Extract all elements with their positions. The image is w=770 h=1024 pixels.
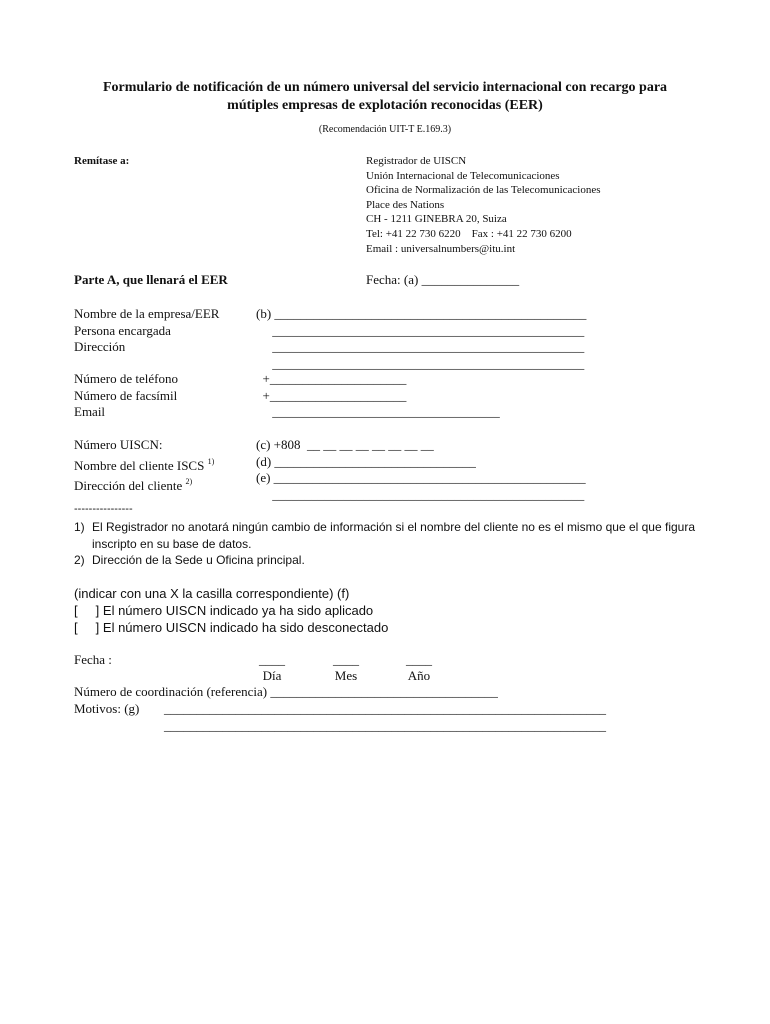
company-fields (256, 306, 586, 372)
recipient-address (366, 154, 601, 256)
status-checkboxes (74, 585, 388, 636)
address-line: Unión Internacional de Telecomunicaciones (366, 169, 560, 182)
form-title-line-1: Formulario de notificación de un número universal del servicio internacional con recargo para (102, 80, 668, 95)
footnote-ref-2: 2) (185, 477, 193, 486)
date-year-column (401, 652, 437, 684)
footnote-1-text: El Registrador no anotará ningún cambio de información si el nombre del cliente no es el mismo que el que figura inscripto en su base de datos. (92, 520, 696, 551)
date-day-label: Día (262, 668, 282, 683)
company-labels (74, 306, 219, 356)
iscs-customer-name-field[interactable]: (d) _______________________________ (256, 453, 476, 469)
footnote-1-number: 1) (74, 520, 85, 534)
date-month-field[interactable]: ____ (333, 652, 359, 667)
address-field-1[interactable]: ________________________________________________ (256, 339, 585, 354)
address-line-email: Email : universalnumbers@itu.int (366, 242, 516, 255)
phone-field[interactable]: +_____________________ (256, 371, 407, 386)
footnote-separator: ---------------- (74, 503, 133, 515)
date-day-field[interactable]: ____ (259, 652, 285, 667)
fecha-bottom-label: Fecha : (74, 652, 112, 667)
email-label: Email (74, 404, 106, 419)
date-month-label: Mes (334, 668, 358, 683)
footnote-2 (74, 552, 714, 569)
iscs-customer-name-label (74, 454, 214, 475)
contact-person-field[interactable]: ________________________________________________ (256, 322, 585, 338)
uiscn-number-label (74, 437, 214, 454)
footnote-1 (74, 519, 714, 552)
date-year-label: Año (407, 668, 431, 683)
footnote-2-text: Dirección de la Sede u Oficina principal. (92, 553, 305, 567)
address-line: Registrador de UISCN (366, 155, 467, 167)
motivos-fields (164, 701, 606, 734)
contact-labels (74, 371, 178, 421)
phone-label: Número de teléfono (74, 371, 178, 386)
footnote-2-number: 2) (74, 553, 85, 567)
checkbox-disconnected[interactable]: [ ] El número UISCN indicado ha sido desconectado (74, 620, 389, 635)
uiscn-number-field[interactable]: (c) +808 __ __ __ __ __ __ __ __ (256, 437, 434, 452)
company-name-field[interactable]: (b) ________________________________________________ (256, 306, 587, 321)
footnote-ref-1: 1) (207, 456, 215, 466)
remitase-label: Remítase a: (74, 155, 130, 167)
coordination-number-field[interactable]: Número de coordinación (referencia) ___________________________________ (74, 684, 498, 699)
date-month-column (328, 652, 364, 684)
form-subtitle: (Recomendación UIT-T E.169.3) (318, 124, 452, 135)
fecha-a-field[interactable]: Fecha: (a) _______________ (366, 272, 520, 287)
address-line: Oficina de Normalización de las Telecomunicaciones (366, 184, 601, 197)
customer-address-label-text: Dirección del cliente (74, 478, 183, 493)
footnotes (74, 519, 714, 569)
uiscn-number-label-text: Número UISCN: (74, 437, 163, 452)
checkbox-applied[interactable]: [ ] El número UISCN indicado ya ha sido aplicado (74, 603, 374, 618)
date-year-field[interactable]: ____ (406, 652, 432, 667)
address-field-2[interactable]: ________________________________________________ (256, 355, 585, 371)
customer-address-field-1[interactable]: (e) ________________________________________________ (256, 470, 586, 485)
fax-label: Número de facsímil (74, 387, 178, 403)
motivos-label: Motivos: (g) (74, 701, 140, 716)
date-day-column (254, 652, 290, 684)
company-name-label: Nombre de la empresa/EER (74, 306, 220, 321)
motivos-field-1[interactable]: ____________________________________________________________________ (164, 701, 606, 716)
form-title-line-2: mútiples empresas de explotación reconocidas (EER) (227, 98, 543, 113)
form-title (60, 79, 710, 115)
motivos-field-2[interactable]: ____________________________________________________________________ (164, 717, 606, 733)
address-line: Tel: +41 22 730 6220 Fax : +41 22 730 6200 (366, 227, 572, 240)
customer-address-field-2[interactable]: ________________________________________________ (256, 486, 585, 502)
email-field[interactable]: ___________________________________ (256, 404, 500, 419)
contact-person-label: Persona encargada (74, 322, 171, 338)
address-label: Dirección (74, 339, 126, 354)
fax-field[interactable]: +_____________________ (256, 387, 407, 403)
checkbox-instruction: (indicar con una X la casilla correspondiente) (f) (74, 586, 350, 601)
uiscn-labels (74, 437, 214, 495)
customer-address-label (74, 474, 214, 495)
uiscn-fields (256, 437, 586, 503)
address-line: CH - 1211 GINEBRA 20, Suiza (366, 213, 507, 226)
parte-a-heading: Parte A, que llenará el EER (74, 272, 228, 287)
address-line: Place des Nations (366, 198, 445, 211)
iscs-customer-name-label-text: Nombre del cliente ISCS (74, 457, 205, 473)
contact-fields (256, 371, 500, 421)
